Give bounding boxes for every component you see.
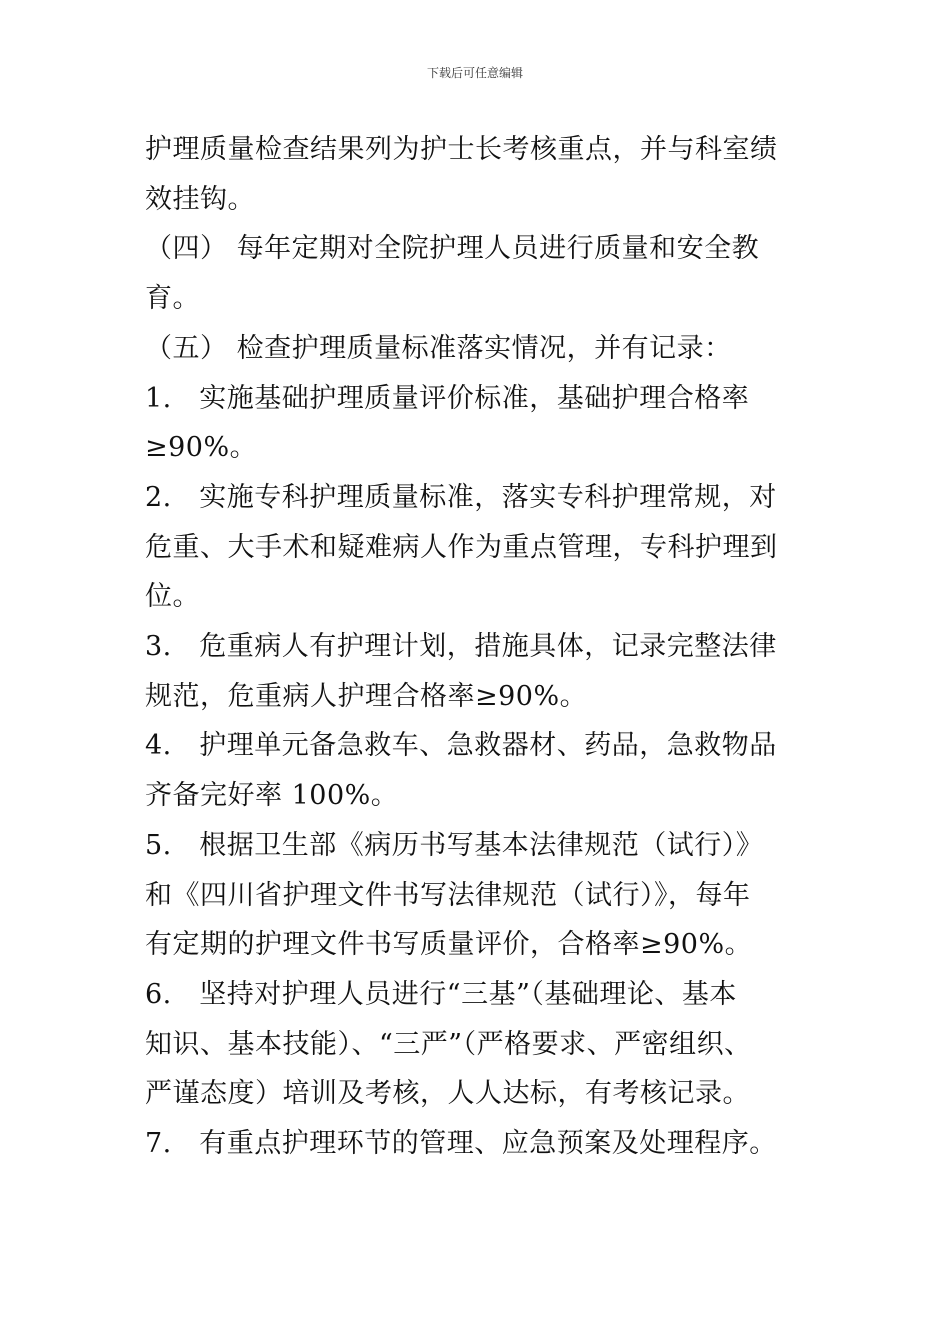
- paragraph-intro-continuation: [145, 125, 835, 224]
- list-item-3: [145, 622, 835, 721]
- text-line: 效挂钩。: [145, 183, 255, 215]
- text-line: 5. 根据卫生部《病历书写基本法律规范（试行）》: [145, 829, 764, 861]
- list-item-5: [145, 821, 835, 970]
- paragraph-section-4: [145, 224, 835, 323]
- text-line: 有定期的护理文件书写质量评价，合格率≥90%。: [145, 929, 753, 961]
- text-line: 和《四川省护理文件书写法律规范（试行）》，每年: [145, 879, 751, 911]
- text-line: 护理质量检查结果列为护士长考核重点，并与科室绩: [145, 134, 778, 165]
- text-line: 危重、大手术和疑难病人作为重点管理，专科护理到: [145, 531, 778, 563]
- text-line: 4. 护理单元备急救车、急救器材、药品，急救物品: [145, 730, 777, 762]
- text-line: 育。: [145, 283, 200, 315]
- list-item-1: [145, 374, 835, 473]
- list-item-7: [145, 1119, 835, 1169]
- text-line: 6. 坚持对护理人员进行“三基”（基础理论、基本: [145, 978, 737, 1010]
- text-line: 1. 实施基础护理质量评价标准，基础护理合格率: [145, 382, 750, 414]
- text-line: 7. 有重点护理环节的管理、应急预案及处理程序。: [145, 1128, 777, 1160]
- document-body: [145, 125, 835, 1169]
- text-line: 3. 危重病人有护理计划，措施具体，记录完整法律: [145, 631, 777, 663]
- text-line: 知识、基本技能）、“三严”（严格要求、严密组织、: [145, 1028, 752, 1060]
- text-line: ≥90%。: [145, 432, 258, 464]
- text-line: （五） 检查护理质量标准落实情况，并有记录：: [145, 332, 732, 364]
- text-line: 位。: [145, 581, 200, 613]
- text-line: 规范，危重病人护理合格率≥90%。: [145, 680, 588, 712]
- list-item-4: [145, 721, 835, 820]
- paragraph-section-5: [145, 324, 835, 374]
- text-line: 齐备完好率 100%。: [145, 780, 399, 812]
- page-header: 下载后可任意编辑: [426, 66, 523, 80]
- list-item-6: [145, 970, 835, 1119]
- text-line: 2. 实施专科护理质量标准，落实专科护理常规，对: [145, 481, 777, 513]
- text-line: （四） 每年定期对全院护理人员进行质量和安全教: [145, 233, 760, 265]
- list-item-2: [145, 473, 835, 622]
- text-line: 严谨态度）培训及考核，人人达标，有考核记录。: [145, 1078, 750, 1110]
